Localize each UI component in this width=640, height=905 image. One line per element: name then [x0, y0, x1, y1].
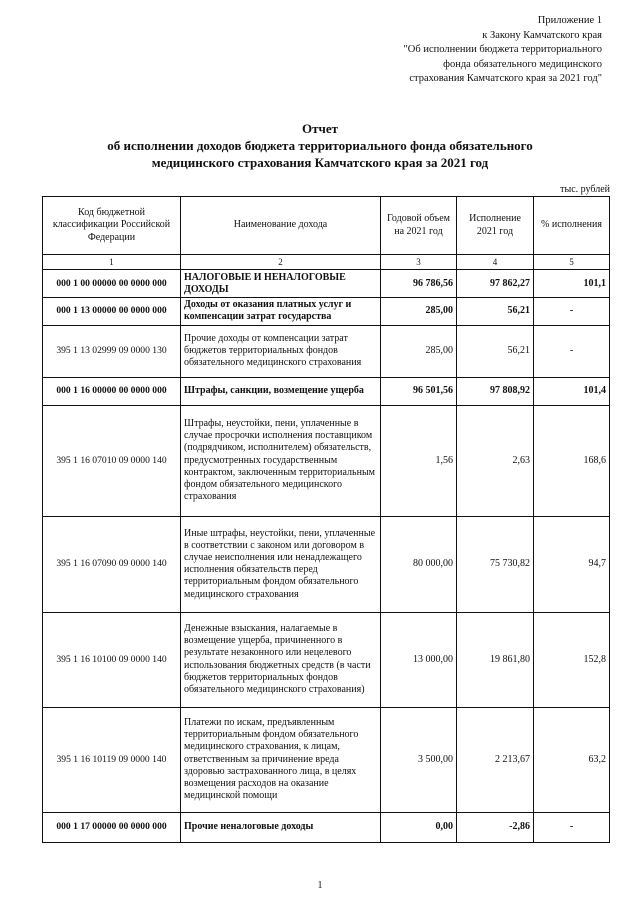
revenue-table — [42, 196, 610, 843]
row-pct: 63,2 — [534, 707, 610, 812]
row-name: Доходы от оказания платных услуг и компенсации затрат государства — [181, 298, 381, 325]
row-code: 000 1 13 00000 00 0000 000 — [43, 298, 181, 325]
row-plan: 0,00 — [381, 812, 457, 842]
row-name: Прочие неналоговые доходы — [181, 812, 381, 842]
title-line: об исполнении доходов бюджета территориального фонда обязательного — [107, 138, 533, 153]
header-code: Код бюджетной классификации Российской Федерации — [43, 197, 181, 255]
col-number: 2 — [181, 255, 381, 270]
appendix-line: Приложение 1 — [537, 15, 602, 26]
row-fact: 75 730,82 — [457, 516, 534, 612]
appendix-note — [403, 14, 602, 87]
row-name: Иные штрафы, неустойки, пени, уплаченные в соответствии с законом или договором в случае неисполнения или ненадлежащего исполнения обязательств перед территориальным фондом обязательного медицинского страхования — [181, 516, 381, 612]
row-name: Штрафы, неустойки, пени, уплаченные в случае просрочки исполнения поставщиком (подрядчиком, исполнителем) обязательств, предусмотренных государственным контрактом, заключенным территориальным фондом обязательного медицинского страхования — [181, 405, 381, 516]
table-row — [43, 377, 610, 405]
table-row — [43, 325, 610, 377]
appendix-line: к Закону Камчатского края — [482, 29, 602, 41]
row-pct: 168,6 — [534, 405, 610, 516]
table-header-row — [43, 197, 610, 255]
row-pct: - — [534, 325, 610, 377]
row-plan: 3 500,00 — [381, 707, 457, 812]
row-name: Денежные взыскания, налагаемые в возмещение ущерба, причиненного в результате незаконного или нецелевого использования бюджетных средств (в части бюджетов территориальных фондов обязательного медицинского страхования) — [181, 612, 381, 707]
table-row — [43, 707, 610, 812]
row-code: 000 1 16 00000 00 0000 000 — [43, 377, 181, 405]
table-row — [43, 298, 610, 325]
row-code: 000 1 00 00000 00 0000 000 — [43, 270, 181, 298]
row-code: 395 1 16 10100 09 0000 140 — [43, 612, 181, 707]
page-number: 1 — [317, 880, 323, 891]
row-fact: 97 862,27 — [457, 270, 534, 298]
column-number-row — [43, 255, 610, 270]
appendix-line: "Об исполнении бюджета территориального — [403, 44, 602, 55]
table-row — [43, 812, 610, 842]
row-plan: 285,00 — [381, 298, 457, 325]
row-plan: 13 000,00 — [381, 612, 457, 707]
row-name: Прочие доходы от компенсации затрат бюджетов территориальных фондов обязательного медицинского страхования — [181, 325, 381, 377]
report-title — [0, 120, 640, 171]
row-fact: 97 808,92 — [457, 377, 534, 405]
table-row — [43, 405, 610, 516]
col-number: 3 — [381, 255, 457, 270]
header-fact: Исполнение 2021 год — [457, 197, 534, 255]
row-pct: - — [534, 812, 610, 842]
title-line: медицинского страхования Камчатского края за 2021 год — [151, 155, 489, 170]
row-code: 395 1 16 07010 09 0000 140 — [43, 405, 181, 516]
row-plan: 96 786,56 — [381, 270, 457, 298]
header-plan: Годовой объем на 2021 год — [381, 197, 457, 255]
row-plan: 80 000,00 — [381, 516, 457, 612]
row-plan: 285,00 — [381, 325, 457, 377]
row-code: 000 1 17 00000 00 0000 000 — [43, 812, 181, 842]
appendix-line: фонда обязательного медицинского — [443, 58, 602, 70]
row-plan: 96 501,56 — [381, 377, 457, 405]
row-fact: -2,86 — [457, 812, 534, 842]
row-pct: 94,7 — [534, 516, 610, 612]
col-number: 1 — [43, 255, 181, 270]
col-number: 5 — [534, 255, 610, 270]
header-name: Наименование дохода — [181, 197, 381, 255]
header-pct: % исполнения — [534, 197, 610, 255]
row-fact: 19 861,80 — [457, 612, 534, 707]
row-fact: 56,21 — [457, 298, 534, 325]
row-name: НАЛОГОВЫЕ И НЕНАЛОГОВЫЕ ДОХОДЫ — [181, 270, 381, 298]
row-code: 395 1 16 10119 09 0000 140 — [43, 707, 181, 812]
table-row — [43, 270, 610, 298]
row-code: 395 1 13 02999 09 0000 130 — [43, 325, 181, 377]
units-label: тыс. рублей — [560, 184, 610, 195]
table-row — [43, 516, 610, 612]
row-plan: 1,56 — [381, 405, 457, 516]
table-row — [43, 612, 610, 707]
row-pct: - — [534, 298, 610, 325]
row-pct: 152,8 — [534, 612, 610, 707]
row-name: Платежи по искам, предъявленным территориальным фондом обязательного медицинского страхования, к лицам, ответственным за причинение вреда здоровью застрахованного лица, в целях возмещения расходов на оказание медицинской помощи — [181, 707, 381, 812]
title-line: Отчет — [302, 121, 338, 136]
row-fact: 2,63 — [457, 405, 534, 516]
appendix-line: страхования Камчатского края за 2021 год" — [409, 73, 602, 84]
row-name: Штрафы, санкции, возмещение ущерба — [181, 377, 381, 405]
row-pct: 101,1 — [534, 270, 610, 298]
col-number: 4 — [457, 255, 534, 270]
row-fact: 56,21 — [457, 325, 534, 377]
row-pct: 101,4 — [534, 377, 610, 405]
row-fact: 2 213,67 — [457, 707, 534, 812]
row-code: 395 1 16 07090 09 0000 140 — [43, 516, 181, 612]
